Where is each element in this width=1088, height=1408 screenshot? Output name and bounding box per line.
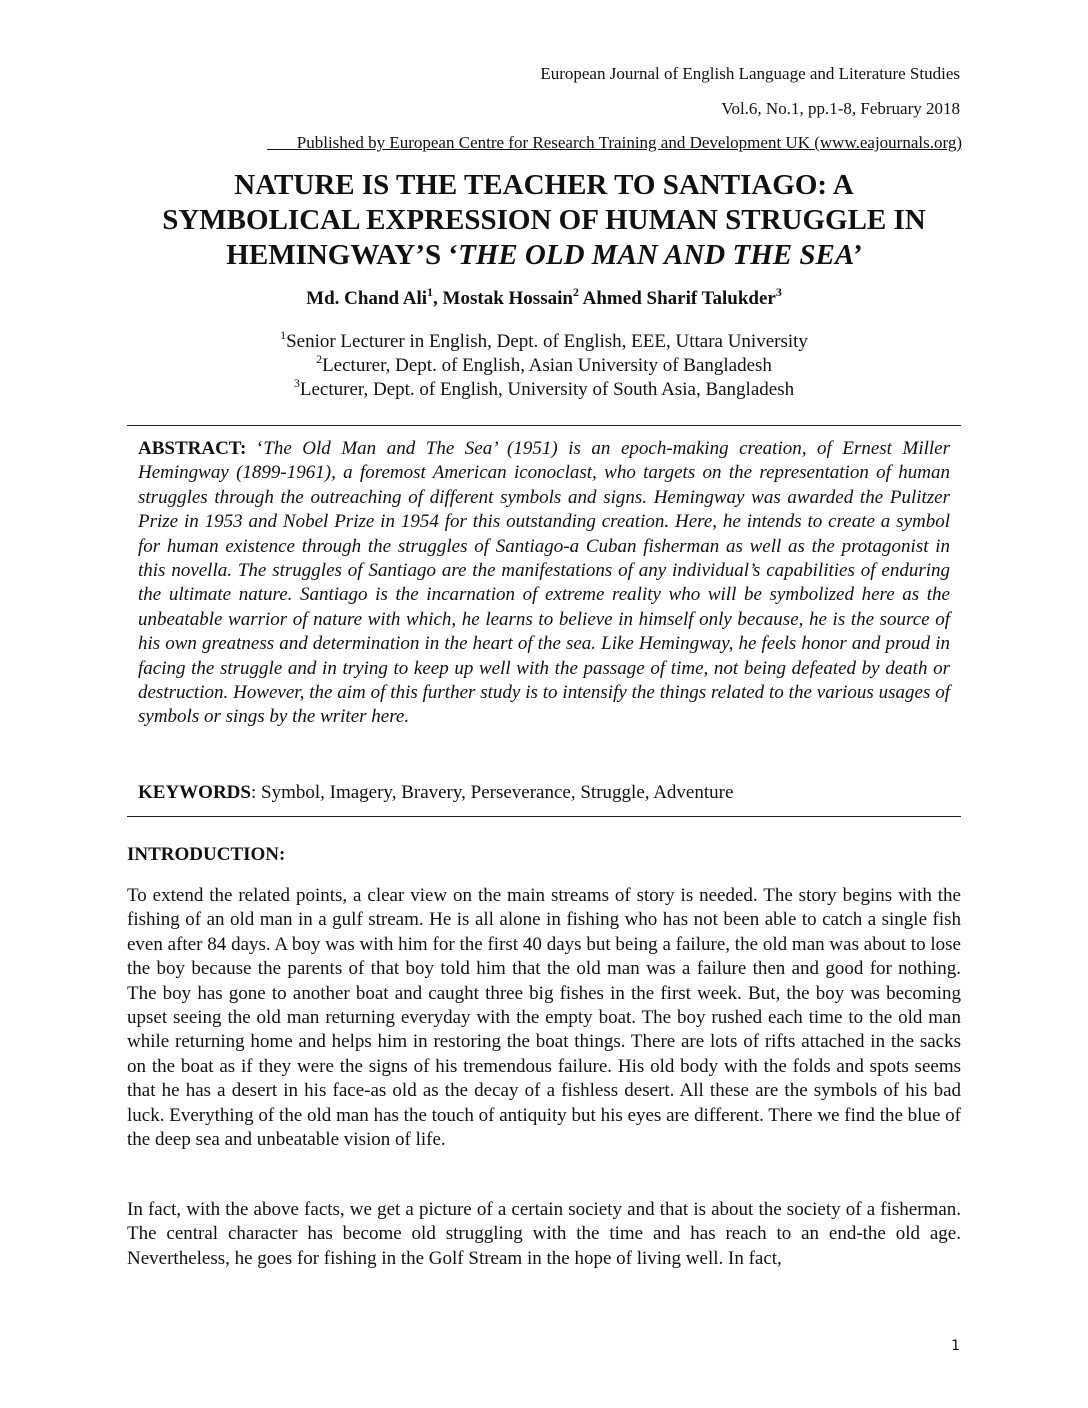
- body-paragraph: To extend the related points, a clear view on the main streams of story is needed. The story begins with the fishing of an old man in a gulf stream. He is all alone in fishing who has not been able to catch a single fish even after 84 days. A boy was with him for the first 40 days but being a failure, the old man was about to lose the boy because the parents of that boy told him that the old man was a failure then and good for nothing. The boy has gone to another boat and caught three big fishes in the first week. But, the boy was becoming upset seeing the old man returning everyday with the empty boat. The boy rushed each time to the old man while returning home and helps him in restoring the boat things. There are lots of rifts attached in the sacks on the boat as if they were the signs of his tremendous failure. His old body with the folds and spots seems that he has a desert in his face-as old as the decay of a fishless desert. All these are the symbols of his bad luck. Everything of the old man has the touch of antiquity but his eyes are different. There we find the blue of the deep sea and unbeatable vision of life.: [127, 885, 961, 1151]
- issue-info: Vol.6, No.1, pp.1-8, February 2018: [721, 99, 960, 118]
- title-line-2: SYMBOLICAL EXPRESSION OF HUMAN STRUGGLE IN: [162, 204, 926, 236]
- page-number: 1: [951, 1338, 960, 1354]
- affiliation-text: Senior Lecturer in English, Dept. of English, EEE, Uttara University: [286, 331, 808, 352]
- title-line-1: NATURE IS THE TEACHER TO SANTIAGO: A: [234, 169, 854, 201]
- affiliation-text: Lecturer, Dept. of English, Asian University of Bangladesh: [322, 355, 772, 376]
- title-line-3-prefix: HEMINGWAY’S ‘: [226, 239, 459, 271]
- affiliation-sup: 3: [293, 375, 300, 390]
- keywords-label: KEYWORDS: [138, 782, 251, 803]
- keywords-text: : Symbol, Imagery, Bravery, Perseverance, Struggle, Adventure: [250, 782, 734, 803]
- title-line-3-italic: THE OLD MAN AND THE SEA’: [458, 239, 862, 271]
- divider-bottom: [127, 816, 961, 817]
- author-sup: 2: [572, 284, 579, 299]
- keywords: [138, 781, 950, 805]
- publisher-line: [267, 133, 962, 153]
- paper-title: [100, 168, 988, 273]
- affiliation-3: [0, 375, 1088, 402]
- journal-name: European Journal of English Language and Literature Studies: [540, 64, 960, 83]
- author-name: , Mostak Hossain: [433, 288, 573, 309]
- abstract-text: The Old Man and The Sea’ (1951) is an epoch-making creation, of Ernest Miller Hemingway (1899-1961), a foremost American iconoclast, who targets on the representation of human struggles through the outreaching of different symbols and signs. Hemingway was awarded the Pulitzer Prize in 1953 and Nobel Prize in 1954 for this outstanding creation. Here, he intends to create a symbol for human existence through the struggles of Santiago-a Cuban fisherman as well as the protagonist in this novella. The struggles of Santiago are the manifestations of any individual’s capabilities of enduring the ultimate nature. Santiago is the incarnation of extreme reality who will be symbolized here as the unbeatable warrior of nature with which, he learns to believe in himself only because, he is the source of his own greatness and determination in the heart of the sea. Like Hemingway, he feels honor and proud in facing the struggle and in trying to keep up well with the passage of time, not being defeated by death or destruction. However, the aim of this further study is to intensify the things related to the various usages of symbols or sings by the writer here.: [138, 438, 950, 728]
- abstract-label: ABSTRACT:: [138, 438, 247, 459]
- affiliation-sup: 2: [316, 351, 323, 366]
- publisher-text: Published by European Centre for Research Training and Development UK (www.eajournals.org): [296, 133, 962, 152]
- author-name: Md. Chand Ali: [306, 288, 428, 309]
- author-sup: 3: [775, 284, 782, 299]
- abstract: [138, 437, 950, 730]
- body-paragraph: In fact, with the above facts, we get a picture of a certain society and that is about the society of a fisherman. The central character has become old struggling with the time and has reach to an end-the old age. Nevertheless, he goes for fishing in the Golf Stream in the hope of living well. In fact,: [127, 1199, 961, 1269]
- affiliation-text: Lecturer, Dept. of English, University of South Asia, Bangladesh: [299, 379, 795, 400]
- affiliation-2: [0, 351, 1088, 378]
- author-sup: 1: [427, 284, 434, 299]
- abstract-open-quote: ‘: [246, 438, 264, 459]
- affiliations: [0, 327, 1088, 402]
- section-heading: INTRODUCTION:: [127, 844, 286, 865]
- author-name: Ahmed Sharif Talukder: [578, 288, 776, 309]
- affiliation-sup: 1: [280, 327, 287, 342]
- divider-top: [127, 425, 961, 426]
- author-list: [0, 284, 1088, 311]
- affiliation-1: [0, 327, 1088, 354]
